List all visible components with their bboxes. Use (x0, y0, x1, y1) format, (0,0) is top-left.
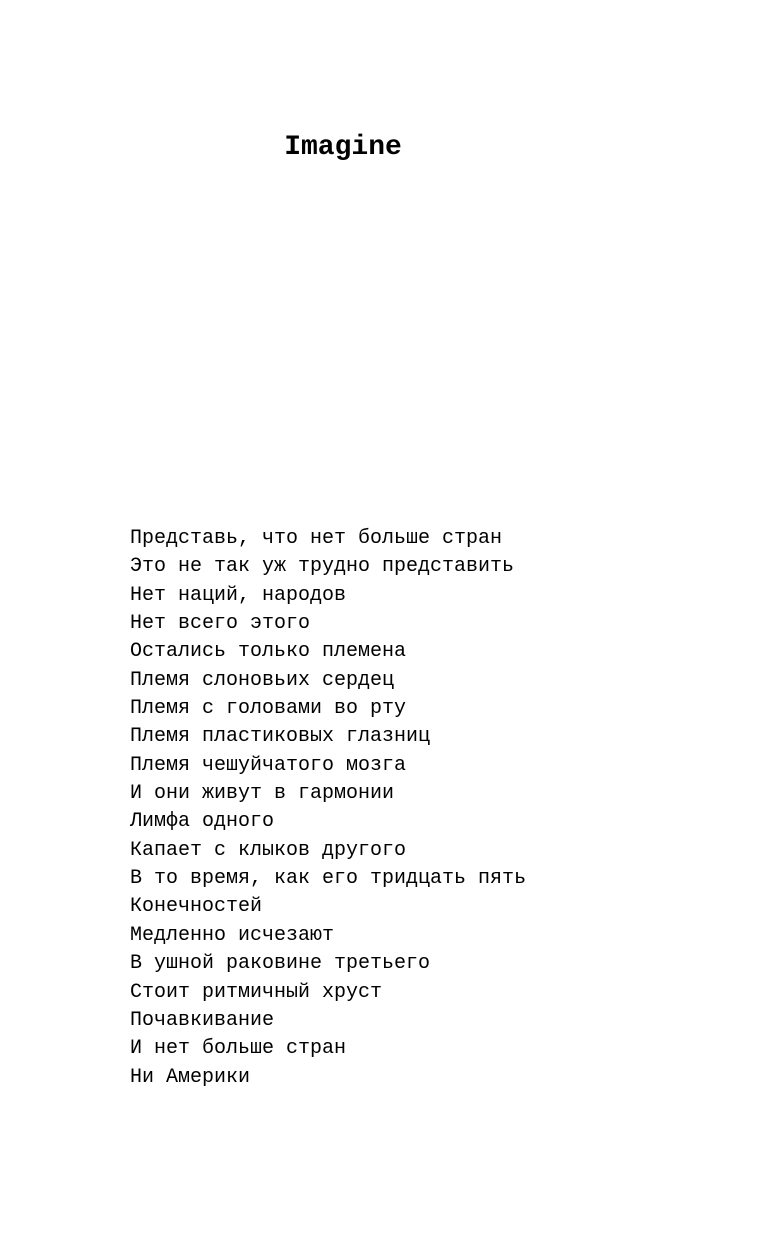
poem-line: Лимфа одного (130, 810, 275, 834)
poem-line: Нет всего этого (130, 612, 311, 636)
poem-line: Это не так уж трудно представить (130, 555, 515, 579)
poem-line: Племя чешуйчатого мозга (130, 753, 407, 777)
poem-line: И нет больше стран (130, 1037, 347, 1061)
poem-line: Медленно исчезают (130, 923, 335, 947)
poem-line: Племя с головами во рту (130, 697, 407, 721)
poem-line: И они живут в гармонии (130, 782, 395, 806)
poem-line: Конечностей (130, 895, 263, 919)
poem-line: В ушной раковине третьего (130, 952, 431, 976)
poem-line: Почавкивание (130, 1008, 275, 1032)
poem-body (130, 525, 526, 1092)
poem-line: Нет наций, народов (130, 583, 347, 607)
poem-line: Ни Америки (130, 1065, 251, 1089)
poem-line: Племя слоновьих сердец (130, 668, 395, 692)
poem-line: Остались только племена (130, 640, 407, 664)
poem-line: Племя пластиковых глазниц (130, 725, 431, 749)
poem-line: Капает с клыков другого (130, 838, 407, 862)
page-title: Imagine (284, 132, 402, 163)
poem-line: Стоит ритмичный хруст (130, 980, 383, 1004)
poem-line: В то время, как его тридцать пять (130, 867, 527, 891)
poem-line: Представь, что нет больше стран (130, 527, 503, 550)
